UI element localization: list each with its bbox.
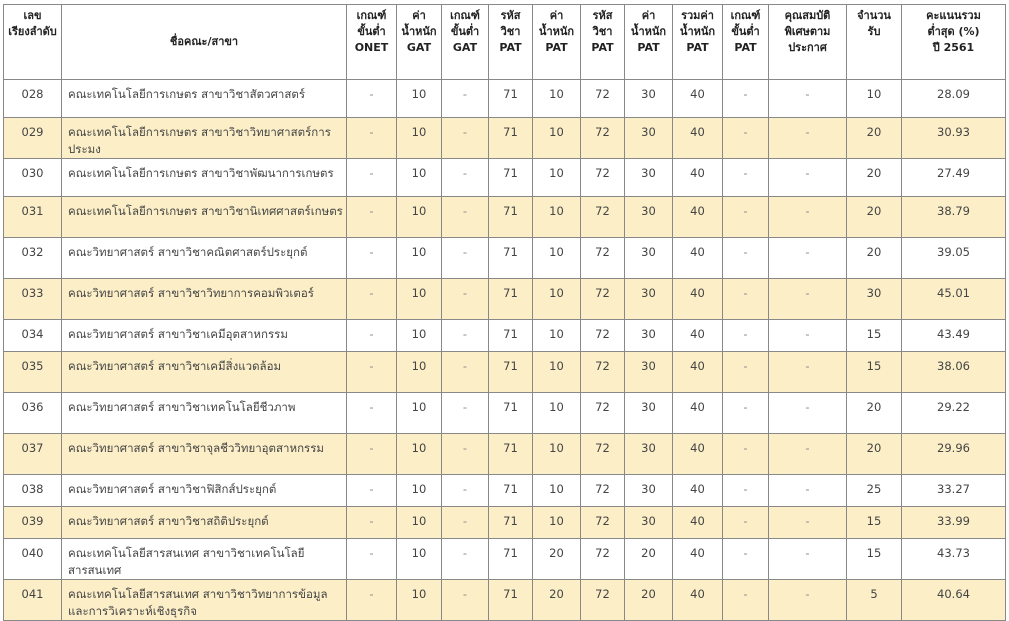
cell-gat-min: -: [442, 475, 489, 507]
cell-min-score: 30.93: [902, 118, 1006, 159]
cell-faculty-major: คณะวิทยาศาสตร์ สาขาวิชาจุลชีววิทยาอุตสาหกรรม: [62, 434, 347, 475]
cell-onet-min: -: [347, 539, 397, 580]
cell-gat-weight: 10: [397, 539, 442, 580]
cell-onet-min: -: [347, 197, 397, 238]
cell-faculty-major: คณะวิทยาศาสตร์ สาขาวิชาวิทยาการคอมพิวเตอร์: [62, 279, 347, 320]
cell-pat-code-1: 71: [489, 475, 533, 507]
cell-pat-total-weight: 40: [673, 539, 723, 580]
header-seq-no: เลข เรียงลำดับ: [4, 5, 62, 80]
cell-onet-min: -: [347, 393, 397, 434]
cell-seats: 30: [847, 279, 902, 320]
cell-gat-min: -: [442, 159, 489, 197]
cell-seats: 20: [847, 238, 902, 279]
cell-special-qualifications: -: [769, 580, 847, 621]
cell-pat-weight-1: 10: [533, 118, 581, 159]
cell-pat-weight-2: 30: [625, 118, 673, 159]
table-row: [4, 352, 1006, 393]
cell-pat-total-weight: 40: [673, 580, 723, 621]
cell-pat-code-1: 71: [489, 238, 533, 279]
cell-special-qualifications: -: [769, 279, 847, 320]
table-row: [4, 580, 1006, 621]
header-row: [4, 5, 1006, 80]
cell-gat-weight: 10: [397, 80, 442, 118]
cell-gat-min: -: [442, 580, 489, 621]
cell-gat-weight: 10: [397, 393, 442, 434]
cell-pat-weight-2: 30: [625, 159, 673, 197]
cell-seq-no: 035: [4, 352, 62, 393]
cell-pat-total-weight: 40: [673, 320, 723, 352]
cell-min-score: 33.99: [902, 507, 1006, 539]
cell-gat-weight: 10: [397, 580, 442, 621]
header-pat-code-1: รหัส วิชา PAT: [489, 5, 533, 80]
cell-special-qualifications: -: [769, 80, 847, 118]
cell-pat-weight-2: 30: [625, 238, 673, 279]
cell-pat-code-1: 71: [489, 434, 533, 475]
cell-seats: 25: [847, 475, 902, 507]
cell-faculty-major: คณะวิทยาศาสตร์ สาขาวิชาสถิติประยุกต์: [62, 507, 347, 539]
cell-seats: 20: [847, 118, 902, 159]
cell-pat-weight-1: 10: [533, 434, 581, 475]
cell-special-qualifications: -: [769, 197, 847, 238]
cell-pat-total-weight: 40: [673, 393, 723, 434]
cell-faculty-major: คณะวิทยาศาสตร์ สาขาวิชาเทคโนโลยีชีวภาพ: [62, 393, 347, 434]
cell-pat-weight-2: 20: [625, 539, 673, 580]
cell-seq-no: 040: [4, 539, 62, 580]
cell-min-score: 39.05: [902, 238, 1006, 279]
cell-pat-weight-2: 30: [625, 393, 673, 434]
cell-gat-min: -: [442, 238, 489, 279]
header-gat-min: เกณฑ์ ขั้นต่ำ GAT: [442, 5, 489, 80]
cell-seats: 20: [847, 159, 902, 197]
cell-pat-total-weight: 40: [673, 118, 723, 159]
cell-gat-weight: 10: [397, 475, 442, 507]
cell-pat-min: -: [723, 434, 769, 475]
cell-min-score: 27.49: [902, 159, 1006, 197]
cell-special-qualifications: -: [769, 238, 847, 279]
cell-gat-weight: 10: [397, 507, 442, 539]
table-row: [4, 279, 1006, 320]
header-special-qualifications: คุณสมบัติ พิเศษตาม ประกาศ: [769, 5, 847, 80]
cell-faculty-major: คณะเทคโนโลยีการเกษตร สาขาวิชานิเทศศาสตร์เกษตร: [62, 197, 347, 238]
cell-pat-code-1: 71: [489, 507, 533, 539]
cell-pat-min: -: [723, 393, 769, 434]
cell-pat-total-weight: 40: [673, 238, 723, 279]
cell-special-qualifications: -: [769, 352, 847, 393]
cell-special-qualifications: -: [769, 320, 847, 352]
cell-pat-code-2: 72: [581, 539, 625, 580]
cell-pat-weight-2: 30: [625, 80, 673, 118]
cell-seq-no: 030: [4, 159, 62, 197]
header-onet-min: เกณฑ์ ขั้นต่ำ ONET: [347, 5, 397, 80]
header-seats: จำนวน รับ: [847, 5, 902, 80]
cell-pat-weight-1: 10: [533, 475, 581, 507]
cell-gat-min: -: [442, 197, 489, 238]
cell-pat-code-1: 71: [489, 352, 533, 393]
cell-faculty-major: คณะเทคโนโลยีสารสนเทศ สาขาวิชาวิทยาการข้อมูลและการวิเคราะห์เชิงธุรกิจ: [62, 580, 347, 621]
cell-onet-min: -: [347, 475, 397, 507]
cell-pat-weight-1: 10: [533, 159, 581, 197]
table-row: [4, 80, 1006, 118]
cell-pat-total-weight: 40: [673, 475, 723, 507]
cell-pat-total-weight: 40: [673, 352, 723, 393]
cell-seq-no: 034: [4, 320, 62, 352]
table-row: [4, 197, 1006, 238]
header-pat-weight-1: ค่า น้ำหนัก PAT: [533, 5, 581, 80]
cell-gat-weight: 10: [397, 238, 442, 279]
cell-faculty-major: คณะเทคโนโลยีการเกษตร สาขาวิชาวิทยาศาสตร์การประมง: [62, 118, 347, 159]
cell-pat-code-2: 72: [581, 279, 625, 320]
cell-pat-weight-1: 10: [533, 352, 581, 393]
table-row: [4, 434, 1006, 475]
cell-pat-weight-2: 30: [625, 352, 673, 393]
cell-faculty-major: คณะวิทยาศาสตร์ สาขาวิชาเคมีสิ่งแวดล้อม: [62, 352, 347, 393]
cell-pat-min: -: [723, 352, 769, 393]
cell-onet-min: -: [347, 279, 397, 320]
cell-seq-no: 028: [4, 80, 62, 118]
cell-seats: 15: [847, 539, 902, 580]
header-pat-total-weight: รวมค่า น้ำหนัก PAT: [673, 5, 723, 80]
cell-onet-min: -: [347, 159, 397, 197]
cell-seq-no: 032: [4, 238, 62, 279]
table-row: [4, 507, 1006, 539]
cell-pat-code-1: 71: [489, 539, 533, 580]
cell-pat-code-2: 72: [581, 197, 625, 238]
cell-gat-weight: 10: [397, 279, 442, 320]
cell-pat-code-1: 71: [489, 279, 533, 320]
cell-gat-weight: 10: [397, 434, 442, 475]
cell-pat-code-2: 72: [581, 434, 625, 475]
cell-seq-no: 038: [4, 475, 62, 507]
cell-seq-no: 029: [4, 118, 62, 159]
header-pat-code-2: รหัส วิชา PAT: [581, 5, 625, 80]
cell-onet-min: -: [347, 80, 397, 118]
cell-faculty-major: คณะวิทยาศาสตร์ สาขาวิชาฟิสิกส์ประยุกต์: [62, 475, 347, 507]
cell-pat-code-1: 71: [489, 320, 533, 352]
cell-pat-weight-1: 10: [533, 393, 581, 434]
cell-faculty-major: คณะเทคโนโลยีการเกษตร สาขาวิชาสัตวศาสตร์: [62, 80, 347, 118]
cell-seats: 5: [847, 580, 902, 621]
cell-pat-weight-2: 30: [625, 507, 673, 539]
cell-seats: 15: [847, 352, 902, 393]
cell-gat-min: -: [442, 80, 489, 118]
table-row: [4, 320, 1006, 352]
table-row: [4, 539, 1006, 580]
cell-pat-weight-2: 30: [625, 320, 673, 352]
cell-pat-code-2: 72: [581, 393, 625, 434]
cell-pat-weight-1: 10: [533, 320, 581, 352]
table-row: [4, 475, 1006, 507]
table-row: [4, 118, 1006, 159]
cell-min-score: 28.09: [902, 80, 1006, 118]
cell-gat-min: -: [442, 539, 489, 580]
cell-onet-min: -: [347, 352, 397, 393]
cell-pat-code-2: 72: [581, 159, 625, 197]
cell-pat-code-1: 71: [489, 118, 533, 159]
admission-criteria-table: [3, 4, 1006, 621]
cell-pat-code-2: 72: [581, 80, 625, 118]
cell-special-qualifications: -: [769, 393, 847, 434]
cell-pat-total-weight: 40: [673, 434, 723, 475]
cell-pat-weight-1: 20: [533, 539, 581, 580]
cell-seq-no: 033: [4, 279, 62, 320]
cell-pat-weight-1: 10: [533, 507, 581, 539]
header-pat-min: เกณฑ์ ขั้นต่ำ PAT: [723, 5, 769, 80]
cell-gat-min: -: [442, 118, 489, 159]
cell-pat-weight-1: 20: [533, 580, 581, 621]
cell-seats: 15: [847, 507, 902, 539]
header-faculty-major: ชื่อคณะ/สาขา: [62, 5, 347, 80]
cell-faculty-major: คณะวิทยาศาสตร์ สาขาวิชาคณิตศาสตร์ประยุกต์: [62, 238, 347, 279]
cell-pat-weight-2: 30: [625, 279, 673, 320]
cell-seq-no: 039: [4, 507, 62, 539]
cell-pat-weight-2: 30: [625, 475, 673, 507]
cell-min-score: 29.96: [902, 434, 1006, 475]
cell-min-score: 38.79: [902, 197, 1006, 238]
cell-min-score: 38.06: [902, 352, 1006, 393]
header-gat-weight: ค่า น้ำหนัก GAT: [397, 5, 442, 80]
cell-pat-total-weight: 40: [673, 197, 723, 238]
table-row: [4, 393, 1006, 434]
cell-special-qualifications: -: [769, 118, 847, 159]
cell-faculty-major: คณะเทคโนโลยีสารสนเทศ สาขาวิชาเทคโนโลยีสารสนเทศ: [62, 539, 347, 580]
header-min-score-2561: คะแนนรวม ต่ำสุด (%) ปี 2561: [902, 5, 1006, 80]
cell-gat-min: -: [442, 352, 489, 393]
cell-pat-min: -: [723, 197, 769, 238]
cell-seats: 15: [847, 320, 902, 352]
cell-seq-no: 036: [4, 393, 62, 434]
cell-pat-code-2: 72: [581, 580, 625, 621]
cell-faculty-major: คณะวิทยาศาสตร์ สาขาวิชาเคมีอุตสาหกรรม: [62, 320, 347, 352]
cell-special-qualifications: -: [769, 434, 847, 475]
cell-special-qualifications: -: [769, 159, 847, 197]
cell-gat-weight: 10: [397, 118, 442, 159]
cell-min-score: 29.22: [902, 393, 1006, 434]
cell-pat-weight-1: 10: [533, 197, 581, 238]
cell-gat-weight: 10: [397, 352, 442, 393]
cell-seq-no: 041: [4, 580, 62, 621]
cell-pat-weight-1: 10: [533, 238, 581, 279]
cell-gat-min: -: [442, 434, 489, 475]
cell-pat-min: -: [723, 279, 769, 320]
cell-seats: 20: [847, 393, 902, 434]
cell-pat-code-1: 71: [489, 159, 533, 197]
cell-pat-min: -: [723, 320, 769, 352]
cell-gat-weight: 10: [397, 197, 442, 238]
cell-onet-min: -: [347, 238, 397, 279]
cell-min-score: 40.64: [902, 580, 1006, 621]
cell-pat-min: -: [723, 80, 769, 118]
cell-pat-code-2: 72: [581, 507, 625, 539]
cell-pat-min: -: [723, 475, 769, 507]
cell-onet-min: -: [347, 507, 397, 539]
cell-pat-code-1: 71: [489, 580, 533, 621]
cell-pat-min: -: [723, 507, 769, 539]
cell-min-score: 43.49: [902, 320, 1006, 352]
cell-pat-code-1: 71: [489, 197, 533, 238]
cell-min-score: 43.73: [902, 539, 1006, 580]
cell-pat-weight-2: 30: [625, 434, 673, 475]
table-row: [4, 159, 1006, 197]
cell-seats: 10: [847, 80, 902, 118]
cell-pat-total-weight: 40: [673, 279, 723, 320]
cell-pat-total-weight: 40: [673, 159, 723, 197]
cell-seats: 20: [847, 434, 902, 475]
cell-seq-no: 031: [4, 197, 62, 238]
cell-onet-min: -: [347, 580, 397, 621]
cell-pat-min: -: [723, 159, 769, 197]
cell-gat-min: -: [442, 507, 489, 539]
cell-onet-min: -: [347, 320, 397, 352]
cell-gat-min: -: [442, 393, 489, 434]
cell-pat-weight-2: 20: [625, 580, 673, 621]
cell-pat-code-2: 72: [581, 118, 625, 159]
cell-pat-code-1: 71: [489, 80, 533, 118]
cell-pat-min: -: [723, 539, 769, 580]
cell-special-qualifications: -: [769, 475, 847, 507]
cell-pat-min: -: [723, 118, 769, 159]
cell-faculty-major: คณะเทคโนโลยีการเกษตร สาขาวิชาพัฒนาการเกษตร: [62, 159, 347, 197]
cell-pat-weight-1: 10: [533, 279, 581, 320]
cell-pat-code-2: 72: [581, 238, 625, 279]
cell-pat-total-weight: 40: [673, 507, 723, 539]
table-row: [4, 238, 1006, 279]
cell-onet-min: -: [347, 434, 397, 475]
cell-pat-code-1: 71: [489, 393, 533, 434]
cell-pat-min: -: [723, 580, 769, 621]
cell-pat-weight-2: 30: [625, 197, 673, 238]
cell-special-qualifications: -: [769, 539, 847, 580]
cell-gat-min: -: [442, 320, 489, 352]
cell-onet-min: -: [347, 118, 397, 159]
header-pat-weight-2: ค่า น้ำหนัก PAT: [625, 5, 673, 80]
cell-seats: 20: [847, 197, 902, 238]
cell-min-score: 45.01: [902, 279, 1006, 320]
cell-pat-weight-1: 10: [533, 80, 581, 118]
cell-gat-weight: 10: [397, 320, 442, 352]
cell-gat-min: -: [442, 279, 489, 320]
cell-pat-code-2: 72: [581, 352, 625, 393]
cell-seq-no: 037: [4, 434, 62, 475]
cell-gat-weight: 10: [397, 159, 442, 197]
cell-pat-code-2: 72: [581, 320, 625, 352]
cell-pat-total-weight: 40: [673, 80, 723, 118]
cell-min-score: 33.27: [902, 475, 1006, 507]
cell-pat-min: -: [723, 238, 769, 279]
cell-special-qualifications: -: [769, 507, 847, 539]
cell-pat-code-2: 72: [581, 475, 625, 507]
